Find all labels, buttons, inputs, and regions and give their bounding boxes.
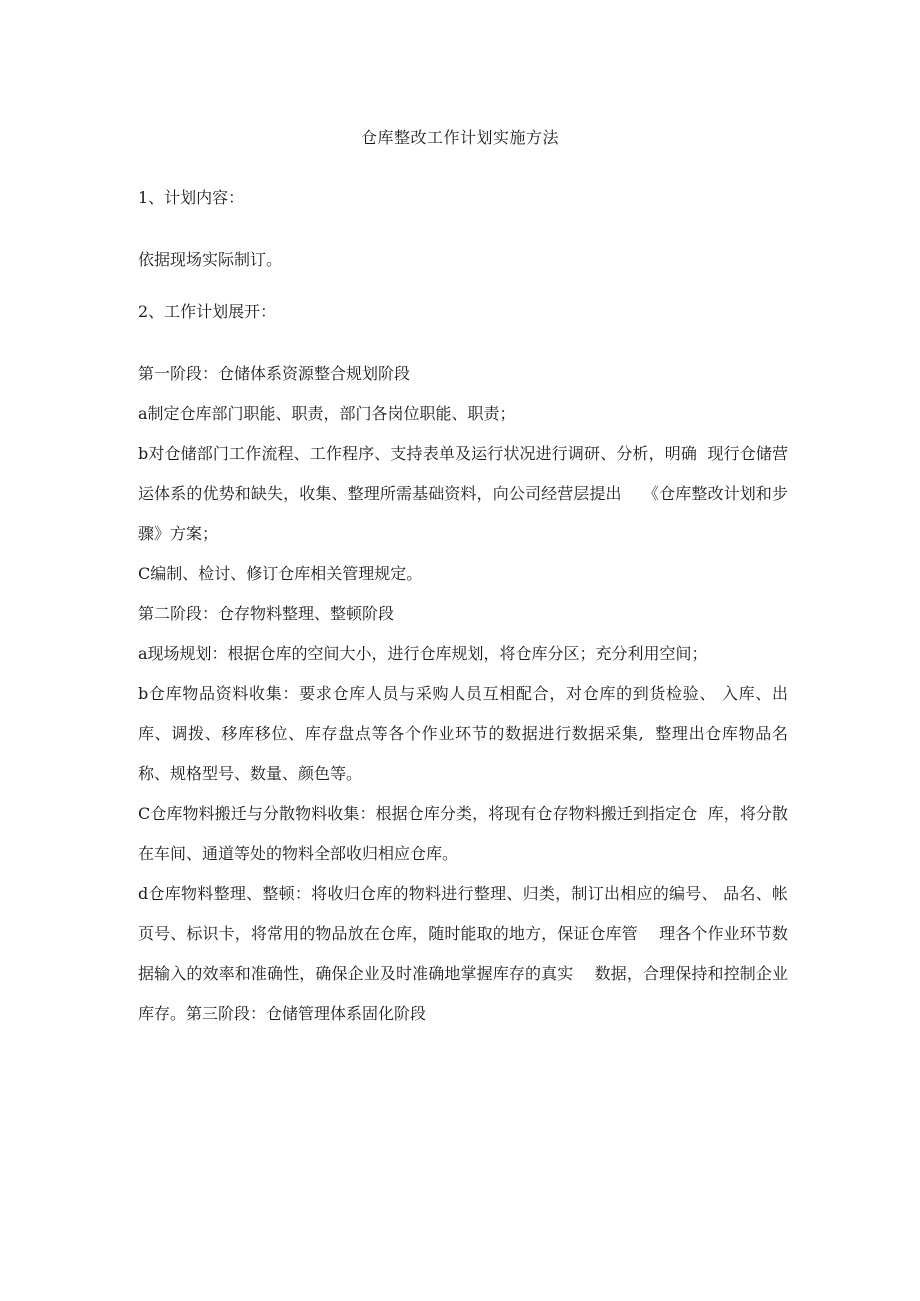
list-item-stage2-a: a现场规划：根据仓库的空间大小，进行仓库规划，将仓库分区；充分利用空间； bbox=[138, 644, 708, 663]
list-item-stage1-c: C编制、检讨、修订仓库相关管理规定。 bbox=[138, 564, 423, 583]
paragraph-plan-basis: 依据现场实际制订。 bbox=[138, 250, 283, 269]
stage-heading-1: 第一阶段：仓储体系资源整合规划阶段 bbox=[138, 364, 411, 383]
list-item-stage2-b: b仓库物品资料收集：要求仓库人员与采购人员互相配合，对仓库的到货检验、 入库、出库、调拨、移库移位、库存盘点等各个作业环节的数据进行数据采集, 整理出仓库物品名称、规格型号、数量、颜色等。 bbox=[138, 684, 788, 783]
list-item-stage1-b: b对仓储部门工作流程、工作程序、支持表单及运行状况进行调研、分析，明确 现行仓储营运体系的优势和缺失，收集、整理所需基础资料，向公司经营层提出 《仓库整改计划和步骤》方案； bbox=[138, 444, 788, 543]
section-heading-plan-content: 1、计划内容： bbox=[138, 188, 245, 207]
list-item-stage2-c: C仓库物料搬迁与分散物料收集：根据仓库分类，将现有仓存物料搬迁到指定仓 库，将分散在车间、通道等处的物料全部收归相应仓库。 bbox=[138, 804, 788, 863]
list-item-stage1-a: a制定仓库部门职能、职责，部门各岗位职能、职责； bbox=[138, 404, 516, 423]
document-body bbox=[138, 178, 788, 1034]
page-title: 仓库整改工作计划实施方法 bbox=[360, 128, 559, 147]
section-heading-work-plan: 2、工作计划展开： bbox=[138, 302, 277, 321]
stage-heading-2: 第二阶段：仓存物料整理、整顿阶段 bbox=[138, 604, 395, 623]
list-item-stage2-d: d仓库物料整理、整顿：将收归仓库的物料进行整理、归类，制订出相应的编号、 品名、帐页号、标识卡，将常用的物品放在仓库，随时能取的地方，保证仓库管 理各个作业环节数据输入的效率和准确性，确保企业及时准确地掌握库存的真实 数据，合理保持和控制企业库存。第三阶段：仓储管理体系固化阶段 bbox=[138, 884, 788, 1023]
